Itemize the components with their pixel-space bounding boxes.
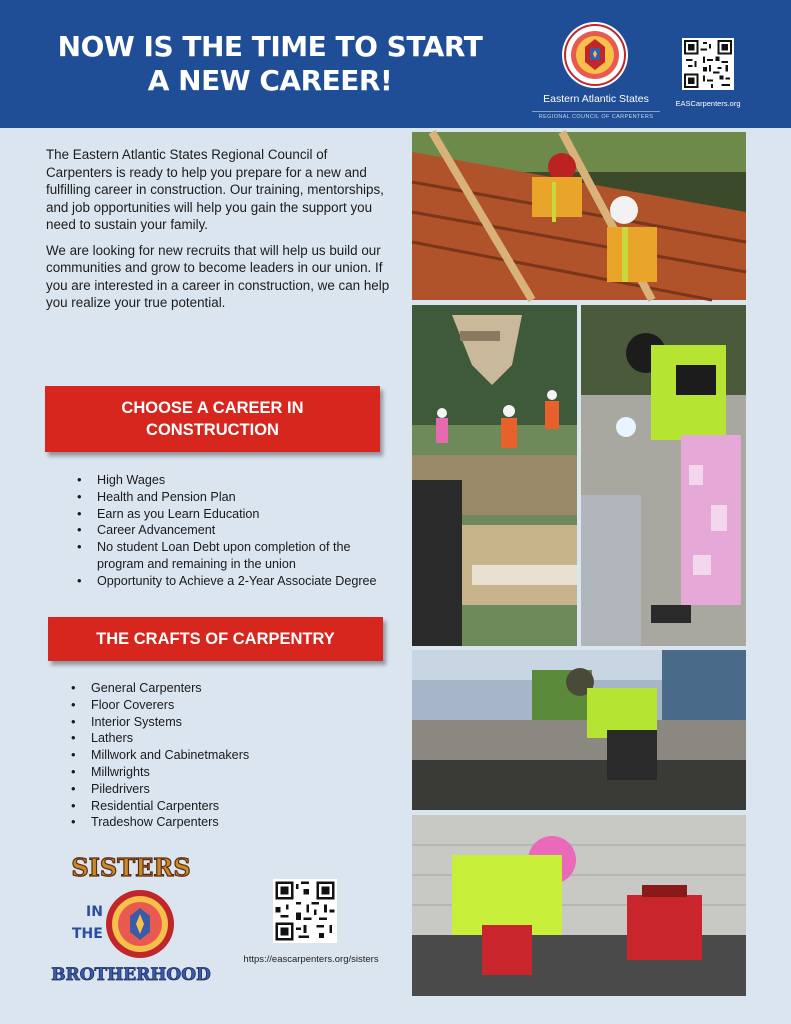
list-item: • Opportunity to Achieve a 2-Year Associate Degree xyxy=(77,573,377,590)
list-item: • General Carpenters xyxy=(71,680,371,697)
crafts-list xyxy=(71,680,371,831)
headline-line-2: A NEW CAREER! xyxy=(147,64,393,97)
photo-welder xyxy=(581,305,746,646)
svg-text:THE: THE xyxy=(72,926,103,942)
list-item: • Career Advancement xyxy=(77,522,377,539)
list-item: • Millwork and Cabinetmakers xyxy=(71,747,371,764)
sisters-in-the-brotherhood-logo xyxy=(51,852,211,988)
list-item: • Tradeshow Carpenters xyxy=(71,814,371,831)
org-subtitle: REGIONAL COUNCIL OF CARPENTERS xyxy=(532,111,660,120)
career-banner: CHOOSE A CAREER IN CONSTRUCTION xyxy=(45,386,380,452)
qr-code-icon xyxy=(273,879,337,943)
header-bar xyxy=(0,0,791,128)
page-headline xyxy=(30,30,510,98)
benefits-list xyxy=(77,472,377,590)
svg-text:IN: IN xyxy=(86,904,103,920)
org-logo xyxy=(532,22,660,122)
list-item: • Earn as you Learn Education xyxy=(77,506,377,523)
list-item: • High Wages xyxy=(77,472,377,489)
list-item: • Residential Carpenters xyxy=(71,798,371,815)
qr-code-icon xyxy=(682,38,734,90)
svg-text:BROTHERHOOD: BROTHERHOOD xyxy=(51,965,211,985)
intro-text xyxy=(46,146,391,312)
list-item: • Health and Pension Plan xyxy=(77,489,377,506)
svg-text:SISTERS: SISTERS xyxy=(71,853,191,882)
sisters-url[interactable]: https://eascarpenters.org/sisters xyxy=(243,954,379,965)
list-item: • Millwrights xyxy=(71,764,371,781)
list-item: • Floor Coverers xyxy=(71,697,371,714)
crafts-banner: THE CRAFTS OF CARPENTRY xyxy=(48,617,383,661)
org-name: Eastern Atlantic States xyxy=(543,93,649,105)
list-item: • No student Loan Debt upon completion of the program and remaining in the union xyxy=(77,539,377,573)
list-item: • Interior Systems xyxy=(71,714,371,731)
intro-paragraph-1: The Eastern Atlantic States Regional Council of Carpenters is ready to help you prepare for a new and fulfilling career in construction. Our training, mentorships, and job opportunities will help you gain the support you need to sustain your family. xyxy=(46,147,384,232)
list-item: • Piledrivers xyxy=(71,781,371,798)
photo-concrete-site xyxy=(412,305,577,646)
photo-worker-with-drill xyxy=(412,815,746,996)
website-link[interactable]: EASCarpenters.org xyxy=(675,99,741,108)
photo-roof-framing xyxy=(412,132,746,300)
union-seal-icon xyxy=(562,22,628,88)
intro-paragraph-2: We are looking for new recruits that will help us build our communities and grow to become leaders in our union. If you are interested in a career in construction, we can help you realize your true potential. xyxy=(46,242,390,310)
photo-rooftop-worker xyxy=(412,650,746,810)
headline-line-1: NOW IS THE TIME TO START xyxy=(57,30,483,63)
list-item: • Lathers xyxy=(71,730,371,747)
